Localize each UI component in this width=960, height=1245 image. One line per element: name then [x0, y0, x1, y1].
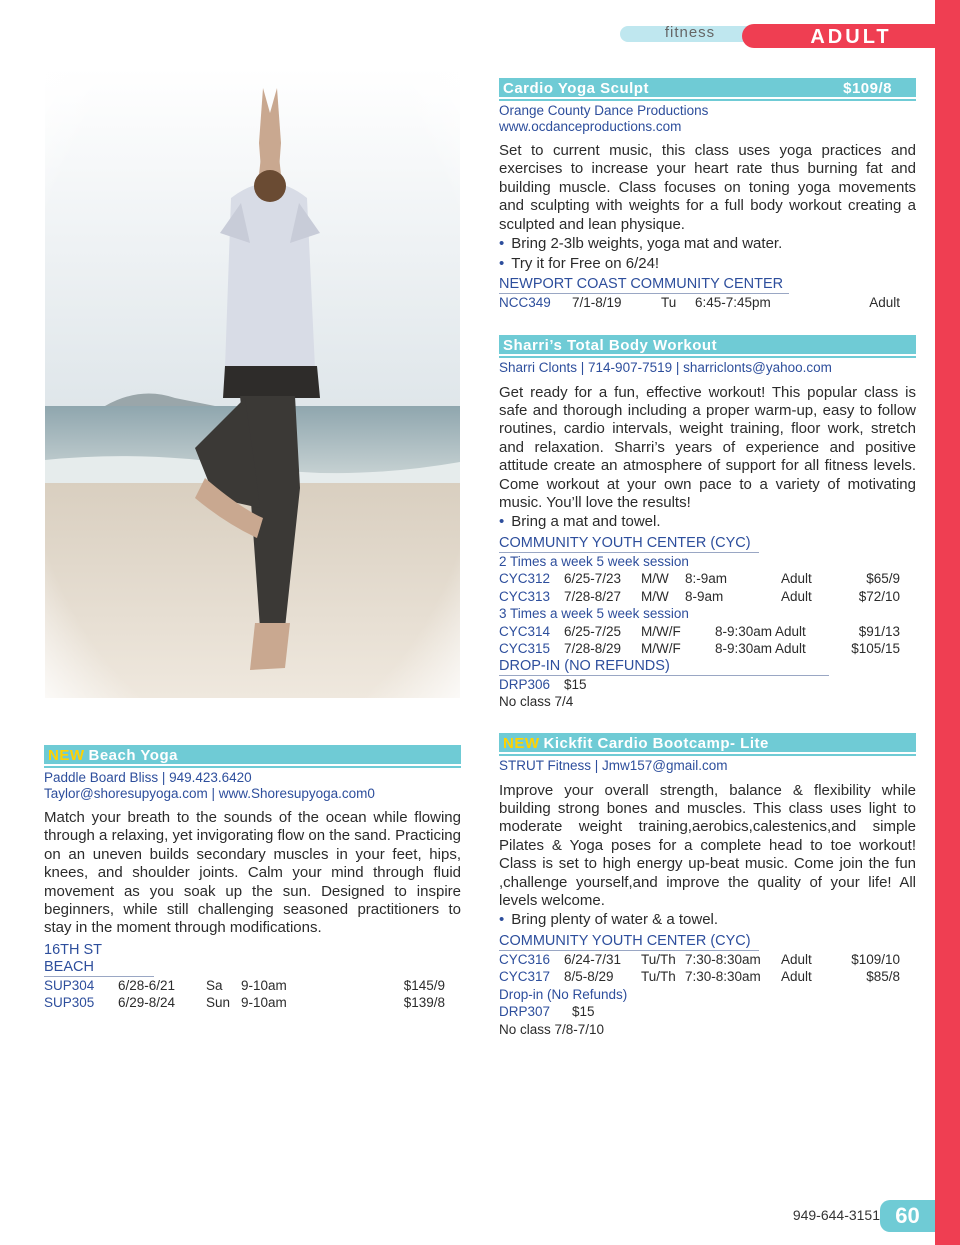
sharri-header: Sharri’s Total Body Workout: [499, 335, 916, 356]
cardio-yoga-header: [499, 78, 916, 99]
schedule-row: CYC313 7/28-8/27 M/W 8-9am Adult $72/10: [499, 588, 900, 604]
kickfit-section: [499, 733, 916, 1038]
bullet-item: • Bring a mat and towel.: [499, 513, 661, 531]
yoga-photo: [45, 68, 460, 698]
session-label: 2 Times a week 5 week session: [499, 553, 689, 569]
beach-yoga-section: [44, 745, 461, 1012]
course-code[interactable]: CYC314: [499, 623, 551, 639]
beach-yoga-header: [44, 745, 461, 766]
schedule-row: SUP305 6/29-8/24 Sun 9-10am $139/8: [44, 995, 445, 1011]
provider-contact: Sharri Clonts | 714-907-7519 | sharriclonts@yahoo.com: [499, 360, 832, 375]
bullet-item: • Bring plenty of water & a towel.: [499, 911, 719, 929]
location-heading: NEWPORT COAST COMMUNITY CENTER: [499, 276, 789, 294]
course-code[interactable]: SUP304: [44, 977, 95, 993]
course-code[interactable]: CYC313: [499, 588, 551, 604]
course-code[interactable]: CYC312: [499, 571, 551, 587]
class-description: Match your breath to the sounds of the ocean while flowing through a relaxing, yet invigorating flow on the sand. Practicing on an uneven builds secondary muscles in your feet, hips, knees, and shoulder joints. Calm your mind through fluid movement as you soak up the sun. Designed to inspire beginners, while still challenging seasoned practitioners to stay in the moment through modifications.: [44, 809, 461, 937]
location-heading: COMMUNITY YOUTH CENTER (CYC): [499, 933, 759, 951]
dropin-heading: DROP-IN (NO REFUNDS): [499, 658, 829, 676]
bullet-icon: •: [499, 513, 505, 531]
footer-phone: 949-644-3151: [792, 1207, 880, 1223]
dropin-row: DRP307 $15: [499, 1004, 595, 1020]
new-badge: NEW: [48, 747, 85, 764]
provider-name: Paddle Board Bliss | 949.423.6420: [44, 770, 252, 785]
bullet-item: • Bring 2-3lb weights, yoga mat and water.: [499, 235, 783, 253]
course-code[interactable]: DRP306: [499, 676, 551, 692]
provider-contact: STRUT Fitness | Jmw157@gmail.com: [499, 758, 728, 773]
page-number: 60: [880, 1200, 935, 1232]
section-tab: ADULT: [742, 24, 960, 48]
cardio-yoga-section: [499, 78, 916, 312]
course-code[interactable]: SUP305: [44, 995, 95, 1011]
schedule-row: CYC315 7/28-8/29 M/W/F 8-9:30am Adult $105/15: [499, 641, 900, 657]
class-description: Improve your overall strength, balance & flexibility while building strong bones and muscles. This class uses light to moderate weight training,aerobics,calestenics,and simple Pilates & Yoga poses for a complete head to toe workout! Class is set to high energy up-beat music. Come join the fun ,challenge yourself,and improve the quality of your life! All levels welcome.: [499, 781, 916, 909]
class-price: $109/8: [843, 80, 892, 97]
dropin-heading: Drop-in (No Refunds): [499, 986, 628, 1002]
course-code[interactable]: NCC349: [499, 295, 551, 311]
session-label: 3 Times a week 5 week session: [499, 606, 689, 622]
schedule-row: CYC312 6/25-7/23 M/W 8:-9am Adult $65/9: [499, 571, 900, 587]
provider-website[interactable]: www.ocdanceproductions.com: [499, 118, 682, 134]
schedule-row: CYC317 8/5-8/29 Tu/Th 7:30-8:30am Adult $85/8: [499, 969, 900, 985]
class-title: Cardio Yoga Sculpt: [503, 80, 649, 97]
right-color-band: [935, 0, 960, 1245]
bullet-item: • Try it for Free on 6/24!: [499, 254, 660, 272]
schedule-row: SUP304 6/28-6/21 Sa 9-10am $145/9: [44, 977, 445, 993]
schedule-row: CYC316 6/24-7/31 Tu/Th 7:30-8:30am Adult $109/10: [499, 951, 900, 967]
category-tab: fitness: [620, 26, 760, 42]
sharri-section: [499, 335, 916, 711]
course-code[interactable]: CYC317: [499, 969, 551, 985]
bullet-icon: •: [499, 911, 505, 929]
schedule-row: NCC349 7/1-8/19 Tu 6:45-7:45pm Adult: [499, 295, 900, 311]
provider-name: Orange County Dance Productions: [499, 103, 709, 118]
bullet-icon: •: [499, 254, 505, 272]
class-title: Beach Yoga: [88, 747, 178, 764]
class-description: Get ready for a fun, effective workout! This popular class is safe and thorough including a proper warm-up, easy to follow routines, cardio intervals, weight training, floor work, stretch and relaxation. Sharri’s years of experience and positive attitude create an atmosphere of support for all fitness levels. Come workout at your own pace to a variety of motivating music. You’ll love the results!: [499, 383, 916, 511]
kickfit-header: [499, 733, 916, 754]
dropin-row: DRP306 $15: [499, 676, 587, 692]
schedule-row: CYC314 6/25-7/25 M/W/F 8-9:30am Adult $91/13: [499, 623, 900, 639]
class-description: Set to current music, this class uses yoga practices and exercises to increase your heart rate thus burning fat and building muscle. Class focuses on toning yoga movements and sculpting with weights for a full body workout creating a sculpted and lean physique.: [499, 142, 916, 233]
location-heading: 16TH ST BEACH: [44, 942, 154, 977]
location-heading: COMMUNITY YOUTH CENTER (CYC): [499, 535, 759, 553]
course-code[interactable]: CYC315: [499, 641, 551, 657]
no-class-note: No class 7/8-7/10: [499, 1021, 605, 1037]
new-badge: NEW: [503, 735, 540, 752]
course-code[interactable]: CYC316: [499, 951, 551, 967]
bullet-icon: •: [499, 235, 505, 253]
provider-contact[interactable]: Taylor@shoresupyoga.com | www.Shoresupyoga.com0: [44, 785, 375, 801]
no-class-note: No class 7/4: [499, 694, 574, 710]
class-title: Kickfit Cardio Bootcamp- Lite: [543, 735, 769, 752]
course-code[interactable]: DRP307: [499, 1004, 551, 1020]
